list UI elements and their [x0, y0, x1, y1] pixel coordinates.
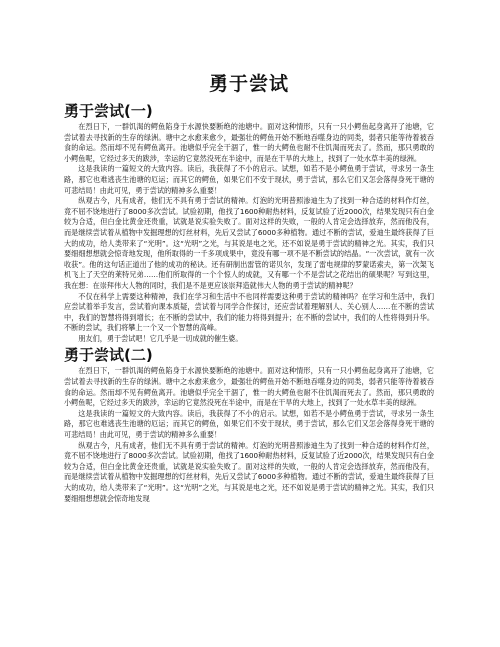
document-page — [64, 72, 434, 506]
section-2 — [64, 346, 434, 504]
paragraph: 纵观古今，凡有成者，他们无不具有勇于尝试的精神。灯泡的光明普照渗迪生为了找到一种合适的材料作灯丝，竟不屈不饶地进行了8000多次尝试。试验初期，他找了1600种耐热材料，反复试验了近2000次，结果发现只有白金较为合适，但白金比黄金还贵重，试就是说实验失败了。面对这样的失败，一般的人肯定会选择放弃，然而他没有，而是继续尝试着从植物中发掘理想的灯丝材料，先后又尝试了6000多种植物。通过不断的尝试，爱迪生最终获得了巨大的成功，给人类带来了“光明”。这“光明”之光，与其说是电之光，还不如说是勇于尝试的精神之光。其实，我们只要细细想想就会惊奇地发现 — [64, 440, 434, 503]
paragraph: 纵观古今，凡有成者，他们无不具有勇于尝试的精神。灯泡的光明普照渗迪生为了找到一种合适的材料作灯丝，竟不屈不饶地进行了8000多次尝试。试验初期，他找了1600种耐热材料，反复试验了近2000次，结果发现只有白金较为合适，但白金比黄金还贵重，试就是说实验失败了。面对这样的失败，一般的人肯定会选择放弃，然而他没有，而是继续尝试着从植物中发掘理想的灯丝材料，先后又尝试了6000多种植物。通过不断的尝试，爱迪生最终获得了巨大的成功，给人类带来了“光明”。这“光明”之光，与其说是电之光，还不如说是勇于尝试的精神之光。其实，我们只要细细想想就会惊奇地发现，他所取得的一千多项成果中，竟没有哪一项不是不断尝试的结晶。“一次尝试，就有一次收获”。他的这句话正道出了他的成功的秘诀。还有研制出雷管的诺贝尔，发现了雷电规律的罗蒙诺索夫，第一次架飞机飞上了天空的莱特兄弟……他们所取得的一个个惊人的成就，又有哪一个不是尝试之花结出的硕果呢？写到这里，我在想：在崇拜伟大人物的同时，我们是不是更应该崇拜造就伟大人物的勇于尝试的精神呢？ — [64, 196, 434, 290]
paragraph: 在烈日下，一群饥渴的鳄鱼陷身于水源快要断绝的池塘中。面对这种情形，只有一只小鳄鱼起身离开了池塘，它尝试着去寻找新的生存的绿洲。塘中之水愈来愈少，最强壮的鳄鱼开始不断地吞噬身边的同类，弱者只能等待着被吞食的命运。然而却不见有鳄鱼离开。池塘似乎完全干涸了，惟一的大鳄鱼也耐不住饥渴而死去了。然而，那只勇敢的小鳄鱼呢，它经过多天的跋涉，幸运的它竟然没死在半途中，而是在干旱的大地上，找到了一处水草丰美的绿洲。 — [64, 366, 434, 408]
paragraph: 这是我读的一篇短文的大致内容。读后，我获得了不小的启示。试想，如若不是小鳄鱼勇于尝试，寻求另一条生路，那它也难逃丧生池塘的厄运；而其它的鳄鱼，如果它们不安于现状，勇于尝试，那么它们又怎会落得身死干塘的可悲结局！由此可见，勇于尝试的精神多么重要！ — [64, 164, 434, 195]
document-title: 勇于尝试 — [208, 73, 289, 95]
paragraph: 这是我读的一篇短文的大致内容。读后，我获得了不小的启示。试想，如若不是小鳄鱼勇于尝试，寻求另一条生路，那它也难逃丧生池塘的厄运；而其它的鳄鱼，如果它们不安于现状，勇于尝试，那么它们又怎会落得身死干塘的可悲结局！由此可见，勇于尝试的精神多么重要！ — [64, 408, 434, 440]
section-1 — [64, 102, 434, 344]
paragraph: 不仅在科学上需要这种精神，我们在学习和生活中不也同样需要这种勇于尝试的精神吗？在学习和生活中，我们应尝试着举手发言，尝试着向课本质疑，尝试着与同学合作探讨，还应尝试着理解别人、关心别人……在不断的尝试中，我们的智慧将得到增长；在不断的尝试中，我们的能力将得到提升；在不断的尝试中，我们的人性将得到升华。不断的尝试，我们将攀上一个又一个智慧的高峰。 — [64, 291, 434, 333]
section-heading: 勇于尝试(二) — [64, 346, 153, 365]
paragraph: 朋友们，勇于尝试吧！它几乎是一切成就的催生婆。 — [78, 333, 243, 343]
paragraph: 在烈日下，一群饥渴的鳄鱼陷身于水源快要断绝的池塘中。面对这种情形，只有一只小鳄鱼起身离开了池塘，它尝试着去寻找新的生存的绿洲。塘中之水愈来愈少，最强壮的鳄鱼开始不断地吞噬身边的同类，弱者只能等待着被吞食的命运。然而却不见有鳄鱼离开。池塘似乎完全干涸了，惟一的大鳄鱼也耐不住饥渴而死去了。然而，那只勇敢的小鳄鱼呢，它经过多天的跋涉，幸运的它竟然没死在半途中，而是在干旱的大地上，找到了一处水草丰美的绿洲。 — [64, 122, 434, 163]
section-heading: 勇于尝试(一) — [64, 102, 153, 120]
